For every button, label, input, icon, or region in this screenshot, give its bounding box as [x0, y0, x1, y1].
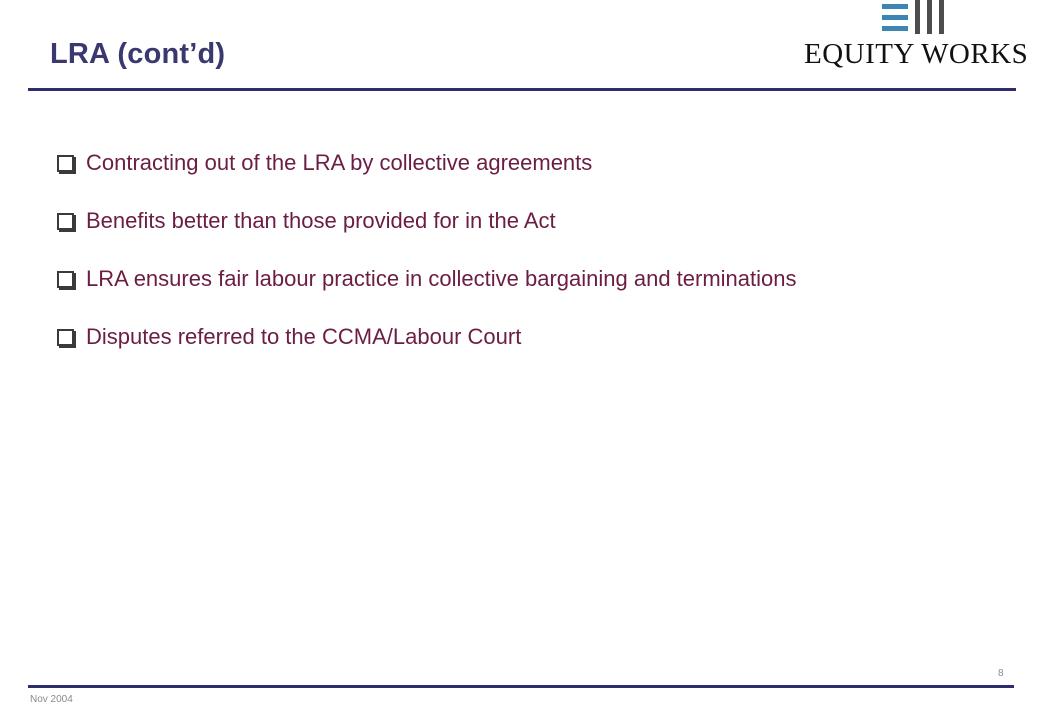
checkbox-square-icon	[57, 213, 74, 230]
bullet-text: Benefits better than those provided for in the Act	[86, 208, 556, 233]
footer-date: Nov 2004	[30, 694, 73, 705]
bullet-text: Contracting out of the LRA by collective agreements	[86, 150, 593, 175]
bullet-item	[55, 319, 797, 355]
equity-works-logo	[800, 0, 1040, 80]
bullet-item	[55, 203, 797, 239]
logo-wordmark: EQUITY WORKS	[804, 38, 1029, 70]
header-divider	[28, 88, 1016, 91]
footer-divider	[28, 685, 1014, 688]
bullet-item	[55, 261, 797, 297]
checkbox-square-icon	[57, 271, 74, 288]
page-number: 8	[998, 668, 1004, 679]
bullet-text: Disputes referred to the CCMA/Labour Court	[86, 324, 522, 349]
bullet-list	[55, 145, 797, 377]
bullet-item	[55, 145, 797, 181]
checkbox-square-icon	[57, 329, 74, 346]
checkbox-square-icon	[57, 155, 74, 172]
equity-works-logo-mark-icon	[882, 0, 964, 40]
slide-title: LRA (cont’d)	[50, 38, 226, 70]
bullet-text: LRA ensures fair labour practice in collective bargaining and terminations	[86, 266, 797, 291]
